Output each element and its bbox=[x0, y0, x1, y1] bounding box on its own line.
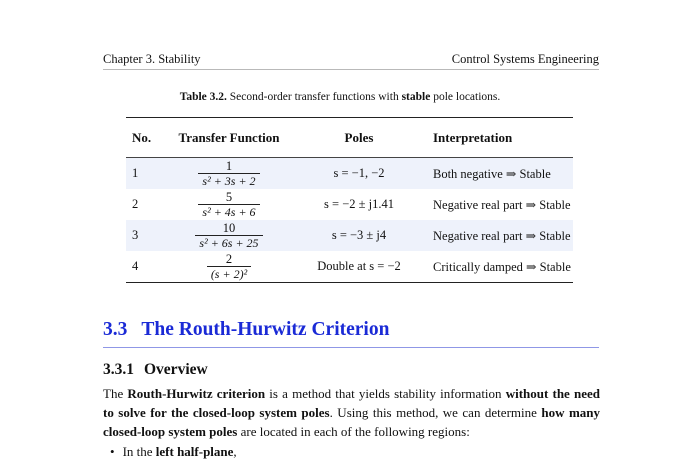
table-row bbox=[126, 220, 573, 251]
row-tf bbox=[163, 158, 295, 190]
row-no: 2 bbox=[132, 197, 139, 211]
transfer-fraction bbox=[198, 191, 259, 219]
col-header-interpretation: Interpretation bbox=[433, 129, 513, 145]
row-interpretation: Negative real part ⇒ Stable bbox=[423, 220, 573, 251]
table-caption bbox=[0, 91, 680, 103]
tf-numerator: 5 bbox=[225, 189, 233, 204]
header-book-title: Control Systems Engineering bbox=[451, 52, 599, 66]
row-no: 1 bbox=[126, 158, 163, 190]
row-poles: s = −3 ± j4 bbox=[295, 220, 423, 251]
transfer-fraction bbox=[198, 160, 259, 188]
overview-paragraph bbox=[103, 384, 600, 441]
table-row bbox=[126, 158, 573, 190]
row-no: 3 bbox=[126, 220, 163, 251]
caption-label: Table 3.2. bbox=[179, 91, 227, 103]
list-item bbox=[110, 444, 237, 460]
transfer-fraction bbox=[207, 253, 251, 281]
tf-numerator: 10 bbox=[222, 220, 236, 235]
para-text: are located in each of the following regions: bbox=[237, 424, 470, 439]
caption-bold: stable bbox=[401, 91, 431, 103]
bullet-text: In the bbox=[122, 444, 156, 459]
table-row bbox=[126, 189, 573, 220]
section-title: The Routh-Hurwitz Criterion bbox=[141, 319, 390, 340]
bullet-icon: • bbox=[110, 444, 115, 459]
row-interpretation: Negative real part ⇒ Stable bbox=[433, 197, 571, 212]
transfer-function-table bbox=[126, 117, 573, 283]
tf-numerator: 2 bbox=[225, 251, 233, 266]
row-poles: s = −2 ± j1.41 bbox=[324, 197, 394, 211]
section-heading bbox=[103, 319, 599, 348]
col-header-tf: Transfer Function bbox=[178, 129, 280, 145]
row-interpretation: Critically damped ⇒ Stable bbox=[433, 259, 571, 274]
para-bold: how many closed-loop system poles bbox=[103, 405, 601, 439]
row-tf bbox=[163, 220, 295, 251]
table-row bbox=[126, 251, 573, 283]
para-bold: without the need to solve for the closed-loop system poles bbox=[103, 386, 600, 420]
row-tf bbox=[163, 189, 295, 220]
caption-text: Second-order transfer functions with bbox=[226, 91, 402, 103]
col-header-no: No. bbox=[132, 129, 152, 145]
table-header-row bbox=[126, 118, 573, 158]
row-poles: s = −1, −2 bbox=[295, 158, 423, 190]
tf-denominator: s² + 6s + 25 bbox=[195, 235, 262, 249]
para-text: The bbox=[103, 386, 128, 401]
transfer-fraction bbox=[195, 222, 262, 250]
tf-numerator: 1 bbox=[225, 158, 233, 173]
tf-denominator: (s + 2)² bbox=[207, 266, 251, 280]
col-header-poles: Poles bbox=[344, 129, 374, 145]
section-number: 3.3 bbox=[103, 319, 128, 340]
subsection-number: 3.3.1 bbox=[103, 361, 134, 378]
row-interpretation: Both negative ⇒ Stable bbox=[423, 158, 573, 190]
header-chapter: Chapter 3. Stability bbox=[103, 52, 201, 66]
running-header bbox=[103, 52, 599, 70]
para-text: . Using this method, we can determine bbox=[329, 405, 542, 420]
row-tf bbox=[163, 251, 295, 283]
row-no: 4 bbox=[132, 259, 139, 273]
caption-text-end: pole locations. bbox=[430, 91, 501, 103]
subsection-title: Overview bbox=[144, 361, 208, 378]
para-text: is a method that yields stability information bbox=[265, 386, 506, 401]
subsection-heading bbox=[103, 361, 208, 379]
tf-denominator: s² + 3s + 2 bbox=[198, 173, 259, 187]
row-poles: Double at s = −2 bbox=[317, 259, 401, 273]
para-bold: Routh-Hurwitz criterion bbox=[127, 386, 266, 401]
tf-denominator: s² + 4s + 6 bbox=[198, 204, 259, 218]
bullet-bold: left half-plane bbox=[155, 444, 234, 459]
bullet-text-end: , bbox=[233, 444, 237, 459]
